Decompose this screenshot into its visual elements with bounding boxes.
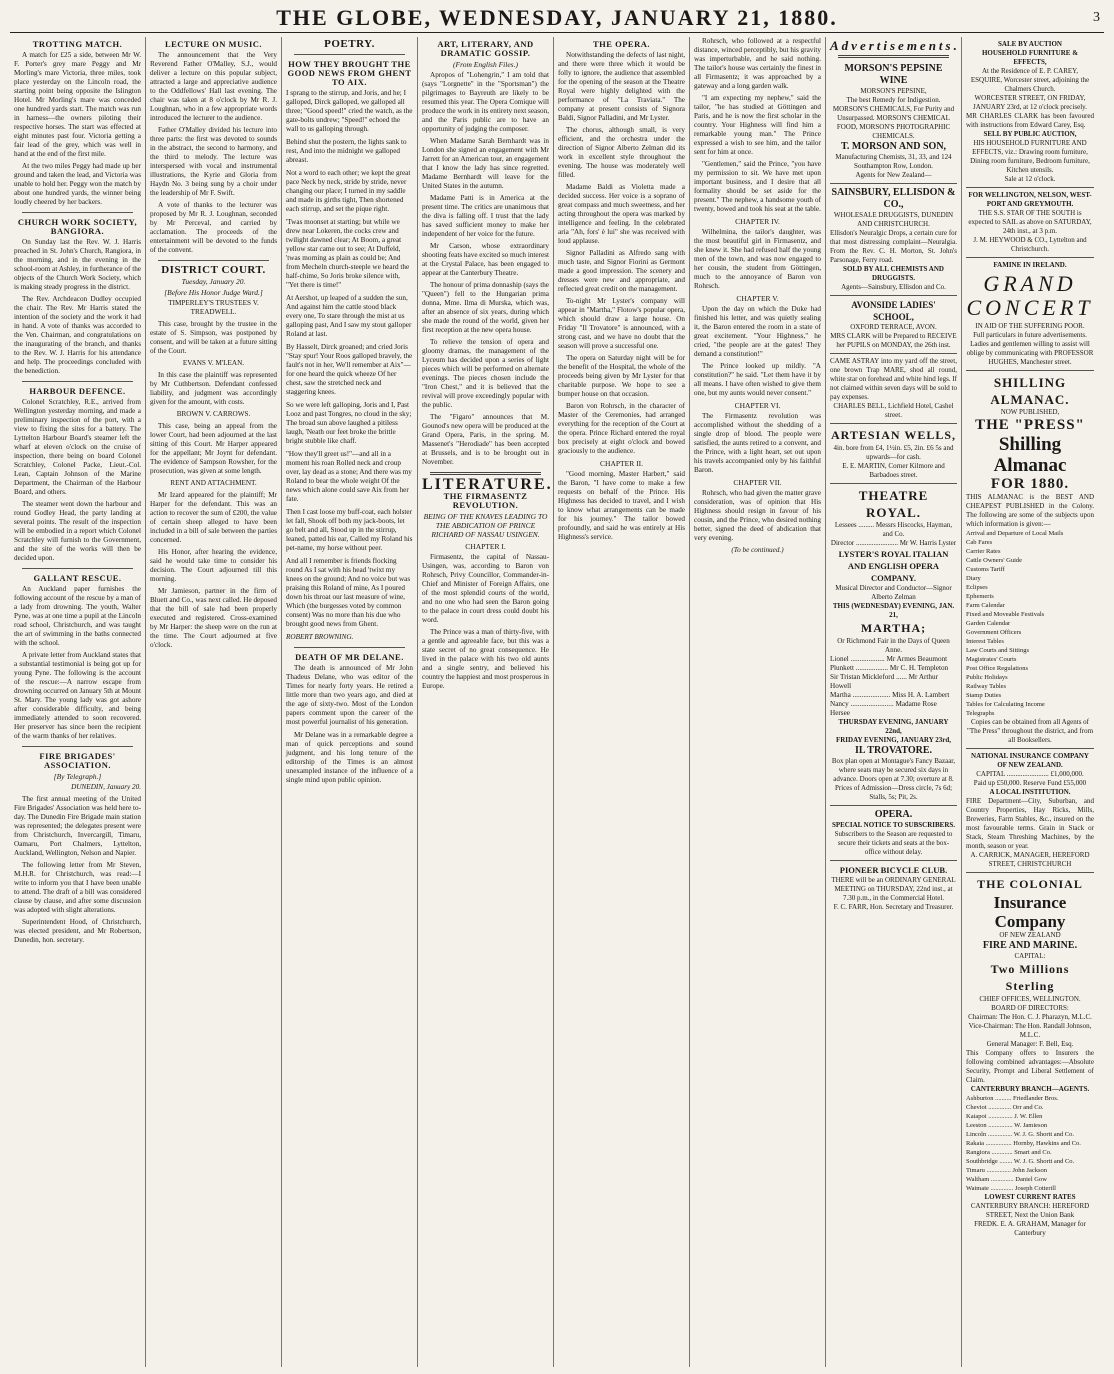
article-paragraph: His Honor, after hearing the evidence, said he would take time to consider his decision. The Court adjourned till this morning. [150,548,277,583]
colonial-branch: CANTERBURY BRANCH—AGENTS. [970,1085,1090,1093]
ad-sold: SOLD BY ALL CHEMISTS AND DRUGGISTS. [843,265,944,282]
chapter-heading: CHAPTER I. [465,542,506,551]
colonial-office: CHIEF OFFICES, WELLINGTON. [979,995,1081,1003]
chapter-heading: CHAPTER V. [736,294,779,303]
ad-title: ARTESIAN WELLS, [830,428,957,442]
ad-date: WORCESTER STREET, ON FRIDAY, JANUARY 23rd, at 12 o'clock precisely. [973,94,1087,111]
ad-subtitle: A LOCAL INSTITUTION. [989,788,1071,796]
agent-row: Kaiapoi ............... J. W. Ellen [966,1113,1043,1120]
ad-agents: Agents for New Zealand— [855,171,932,179]
ad-title: AVONSIDE LADIES' SCHOOL, [851,300,936,322]
ad-subtitle: SPECIAL NOTICE TO SUBSCRIBERS. [831,821,956,829]
agent-row: Leeston ............... W. Jamieson [966,1122,1048,1129]
article-paragraph: Rohrsch, who had given the matter grave consideration, was of opinion that His Highness should resign in favour of his cousin, and the Prince, who desired nothing better, signed the deed of abdication that very evening. [694,489,821,542]
poem-stanza: By Hasselt, Dirck groaned; and cried Joris "Stay spur! Your Roos galloped bravely, the fault's not in her, We'll remember at Aix"—for one heard the quick wheeze Of her chest, saw the stretched neck and staggering knees. [286,343,413,396]
almanac-copies: Copies can be obtained from all Agents of "The Press" throughout the district, and from all Booksellers. [966,718,1094,744]
article-paragraph: The honour of prima donnaship (says the "Queen") fell to the Hungarian prima donna, Mme. Ilma di Murska, which was, after an absence of six years, during which she made the round of the world, given her first reception at the new opera house. [422,281,549,334]
agent-row: Rangiora ............. Smart and Co. [966,1149,1052,1156]
article-paragraph: An Auckland paper furnishes the following account of the rescue by a man of a lady from drowning. The youth, Walter Pyne, was at one time a pupil at the Lincoln road school, Christchurch, and was taught the art of swimming in the baths connected with the school. [14,585,141,647]
case-title: TIMPERLEY'S TRUSTEES V. TREADWELL. [168,299,259,316]
article-paragraph: Mr Carson, whose extraordinary shooting feats have excited so much interest at the Crystal Palace, has been engaged to appear at the Canterbury Theatre. [422,242,549,277]
opera-work: MARTHA; [860,621,927,635]
almanac-body: THIS ALMANAC is the BEST AND CHEAPEST PUBLISHED in the Colony. The following are some of the subjects upon which information is given:— [966,493,1094,528]
list-item: Cattle Owners' Guide [966,557,1023,564]
ad-morson [830,63,957,180]
poem-stanza: Behind shut the postern, the lights sank to rest, And into the midnight we galloped abreast. [286,138,407,164]
article-paragraph: Signor Palladini as Alfredo sang with much taste, and Signor Fiorini as Germont made a good impression. The scenery and dresses were new and appropriate, and reflected great credit on the management. [558,249,685,293]
ad-address: Manufacturing Chemists, 31, 33, and 124 Southampton Row, London. [835,153,952,170]
ad-body: Ellisdon's Neuralgic Drops, a certain cure for that most distressing complaint—Neuralgia. From the Rev. C. H. Morton, St. John's Parsonage, Ferry road. [830,229,957,264]
poem-stanza: Then I cast loose my buff-coat, each holster let fall, Shook off both my jack-boots, let go belt and all, Stood up in the stirrup, leaned, patted his ear, Called my Roland his pet-name, my horse without peer. [286,508,413,552]
article-paragraph: Baron von Rohrsch, in the character of Master of the Ceremonies, had arranged everything for the reception of the Court at the opera. Prince Richard entered the royal box precisely at eight o'clock and bowed graciously to the audience. [558,402,685,455]
theatre-director: Director ........................ Mr W. Harris Lyster [830,539,957,547]
article-paragraph: Mr Jamieson, partner in the firm of Bluett and Co., was next called. He deposed that the bill of sale had been properly executed and registered. Cross-examined by Mr Harper: the sheep were on the run at the time. The Court adjourned at five o'clock. [150,587,277,649]
almanac-now: NOW PUBLISHED, [1000,408,1060,416]
article-paragraph: Rohrsch, who followed at a respectful distance, winced perceptibly, but his gravity was imperturbable, and he said nothing. The tailor's house was certainly the finest in all Firmasentz; it was approached by a gateway and a long garden walk. [694,37,821,90]
article-paragraph: This case, being an appeal from the lower Court, had been adjourned at the last sitting of this Court. Mr Harper appeared for the appellant; Mr Joynt for defendant. The evidence of Sampson Rowsher, for the prosecution, was given at some length. [150,422,277,475]
cast-row: Plunkett .................. Mr C. H. Templeton [830,664,949,672]
agent-row: Waltham .............. Daniel Gow [966,1176,1047,1183]
ad-sign: F. C. FARR, Hon. Secretary and Treasurer. [833,903,954,911]
ad-sign: E. E. MARTIN, Corner Kilmore and Barbadoes street. [842,462,945,479]
ad-subtitle: WHOLESALE DRUGGISTS, DUNEDIN AND CHRISTCHURCH. [833,211,954,228]
almanac-press: THE "PRESS" [975,417,1085,433]
poem-stanza: I sprang to the stirrup, and Joris, and he; I galloped, Dirck galloped, we galloped all three; "Good speed!" cried the watch, as the gate-bolts undrew; "Speed!" echoed the wall to us galloping through. [286,89,413,133]
ad-location: At the Residence of E. P. CAREY, ESQUIRE, Worcester street, adjoining the Chalmers Church. [970,67,1090,93]
cast-row: Martha ..................... Miss H. A. Lambert [830,691,950,699]
poem-stanza: "How they'll greet us!"—and all in a moment his roan Rolled neck and croup over, lay dead as a stone; And there was my Roland to bear the whole weight Of the news which alone could save Aix from her fate. [286,450,412,503]
headline-poetry: POETRY. [324,38,375,50]
list-item: Ephemeris [966,593,994,600]
chapter-heading: CHAPTER VI. [734,401,781,410]
article-paragraph: The Prince looked up mildly. "A constitution?" he said. "Let them have it by all means. I have often wished to give them one, but my aunts would never consent." [694,362,821,397]
almanac-list [966,529,1094,718]
ad-sign: A. CARRICK, MANAGER, HEREFORD STREET, CHRISTCHURCH [970,851,1090,868]
colonial-rates: LOWEST CURRENT RATES [984,1193,1076,1201]
cast-row: Sir Tristan Mickleford ...... Mr Arthur Howell [830,673,939,690]
article-paragraph: The announcement that the Very Reverend Father O'Malley, S.J., would deliver a lecture on this popular subject, attracted a large and appreciative audience to the Oddfellows' Hall last evening. The chair was taken at 8 o'clock by Mr R. J. Loughnan, who in a few appropriate words introduced the lecturer to the audience. [150,51,277,122]
list-item: Railway Tables [966,683,1007,690]
divider [22,212,133,213]
divider [838,55,949,58]
headline-literature: LITERATURE. [422,476,553,493]
ad-subtitle: HOUSEHOLD FURNITURE & EFFECTS, [981,49,1079,66]
story-title: THE FIRMASENTZ REVOLUTION. [443,491,528,510]
ad-title: FOR WELLINGTON, NELSON, WEST-PORT AND GREYMOUTH. [968,191,1092,208]
chapter-heading: CHAPTER II. [600,459,643,468]
ad-title: PIONEER BICYCLE CLUB. [839,865,948,875]
ad-body: 4in. bore from £4, 1½in. £5, 2in. £6 5s and upwards—for cash. [833,444,954,461]
case-title: RENT AND ATTACHMENT. [170,479,257,487]
opera-admission: Prices of Admission—Dress circle, 7s 6d; Stalls, 5s; Pit, 2s. [834,784,953,801]
opera-thursday: THURSDAY EVENING, JANUARY 22nd, [838,718,949,735]
opera-friday-work: IL TROVATORE. [854,745,933,756]
list-item: Diary [966,575,981,582]
ad-body: The best Remedy for Indigestion. MORSON'S CHEMICALS, For Purity and Unsurpassed. MORSON'S CHEMICAL FOOD, MORSON'S PHOTOGRAPHIC CHEMICALS. [832,96,955,140]
article-paragraph: The Rev. Archdeacon Dudley occupied the chair. The Rev. Mr Harris stated the intention of the society and the work it had in hand. A vote of thanks was accorded to the Ven. Chairman, and congratulations on the inaugurating of the branch, and thanks to the Rev. W. J. Harris for his attendance and help. The proceedings concluded with the benediction. [14,295,141,375]
ad-sign: CHARLES BELL, Lichfield Hotel, Cashel street. [833,402,954,419]
article-paragraph: Superintendent Hood, of Christchurch, was elected president, and Mr Robertson, Dunedin, hon. secretary. [14,918,141,944]
article-paragraph: A vote of thanks to the lecturer was proposed by Mr R. J. Loughnan, seconded by Mr Perceval, and carried by acclamation. The proceeds of the entertainment will be devoted to the funds of the convent. [150,201,277,254]
poem-title: HOW THEY BROUGHT THE GOOD NEWS FROM GHENT TO AIX. [287,59,412,87]
ad-sainsbury [830,183,957,292]
chapter-heading: CHAPTER VII. [733,478,782,487]
list-item: Government Officers [966,629,1022,636]
list-item: Carrier Rates [966,548,1001,555]
list-item: Farm Calendar [966,602,1005,609]
story-subtitle: BEING OF THE KNAVES LEADING TO THE ABDICATION OF PRINCE RICHARD OF NASSAU USINGEN. [423,512,548,539]
column-4 [418,37,554,1367]
concert-heading [966,272,1094,320]
poem-author: ROBERT BROWNING. [286,633,354,641]
agent-row: Ashburton .......... Friedlander Bros. [966,1095,1059,1102]
article-paragraph: The chorus, although small, is very efficient, and the orchestra under the direction of Signor Alberto Zelman did its work in excellent style throughout the evening. The house was moderately well filled. [558,126,685,179]
divider [158,260,269,261]
article-paragraph: "I am expecting my nephew," said the tailor, "he has studied at Göttingen and Paris, and he is now the first scholar in the country. Your Highness will find him a remarkable young man." The Prince expressed a wish to see him, and the tailor sent for him at once. [694,94,821,156]
colonial-capital-label: CAPITAL: [1014,952,1046,960]
concert-ladies: Ladies and gentlemen willing to assist will oblige by communicating with PROFESSOR HUGHES, Manchester street. [966,340,1094,366]
article-paragraph: "Good morning, Master Harbert," said the Baron, "I have come to make a few requests on behalf of the Prince. His Highness has decided to travel, and I wish to know what arrangements can be made for his journey." The tailor bowed profoundly, and said he was entirely at His Highness's service. [558,470,685,541]
cast-row: Nancy ........................ Madame Rose Hersee [830,700,937,717]
almanac-title: Shilling Almanac [993,434,1067,476]
headline-opera: THE OPERA. [593,39,650,49]
ad-capital: CAPITAL ........................ £1,000,000. [976,770,1084,778]
cast-list [830,655,957,718]
ad-sign: MR CHARLES CLARK has been favoured with instructions from Edward Carey, Esq. [966,112,1094,129]
article-paragraph: The steamer went down the harbour and round Godley Head, the party landing at several points. The result of the inspection will be embodied in a report which Colonel Scratchley will furnish to the Government, and the site of the works will then be decided upon. [14,500,141,562]
telegraph-note: [By Telegraph.] [53,772,102,781]
concert-word-a: GRAND [983,271,1077,296]
article-paragraph: Apropos of "Lohengrin," I am told that (says "Lorgnette" in the "Sportsman") the pilgrimages to Bayreuth are likely to be resumed this year. The Opera Comique will produce the work in its entirety next season, and the Paris public are to have an opportunity of judging the composer. [422,71,549,133]
headline-gossip: ART, LITERARY, AND DRAMATIC GOSSIP. [437,39,534,58]
article-paragraph: On Sunday last the Rev. W. J. Harris preached in St. John's Church, Rangiora, in the morning, and in the evening in the school-room at Ashley, in furtherance of the objects of the Church Work Society, which is making steady progress in the district. [14,238,141,291]
poem-stanza: And all I remember is friends flocking round As I sat with his head 'twixt my knees on the ground; And no voice but was praising this Roland of mine, As I poured down his throat our last measure of wine, Which (the burgesses voted by common consent) Was no more than his due who brought good news from Ghent. [286,557,411,628]
column-5 [554,37,690,1367]
column-3 [282,37,418,1367]
article-paragraph: The following letter from Mr Steven, M.H.R. for Christchurch, was read:—I write to inform you that I have been unable to attend. The draft of a bill was considered clause by clause, and after some discussion was adopted with slight alterations. [14,861,141,914]
colonial-vice: Vice-Chairman: The Hon. Randall Johnson, M.L.C. [968,1022,1092,1039]
article-paragraph: Madame Patti is in America at the present time. The critics are unanimous that the diva is falling off. I trust that the lady has saved sufficient money to make her independent of her voice for the future. [422,194,549,238]
ad-title: FAMINE IN IRELAND. [993,261,1067,269]
column-8 [962,37,1098,1367]
opera-subtitle: Or Richmond Fair in the Days of Queen Anne. [837,637,950,654]
court-bench: [Before His Honor Judge Ward.] [164,288,263,297]
headline-death-delane: DEATH OF MR DELANE. [295,652,404,662]
ad-theatre-royal [830,483,957,802]
case-title: BROWN V. CARROWS. [176,410,251,418]
list-item: Public Holidays [966,674,1008,681]
list-item: Magistrates' Courts [966,656,1017,663]
court-date: Tuesday, January 20. [181,277,246,286]
ad-body: THERE will be an ORDINARY GENERAL MEETING on THURSDAY, 22nd inst., at 7.30 p.m., in the Commercial Hotel. [831,876,956,902]
cast-row: Lionel ................... Mr Armes Beaumont [830,655,948,663]
list-item: Law Courts and Sittings [966,647,1030,654]
colonial-office2: CANTERBURY BRANCH: HEREFORD STREET, Next the Union Bank [970,1202,1090,1219]
article-paragraph: To relieve the tension of opera and gloomy dramas, the management of the Lyceum has decided upon a series of light pieces which will be performed on alternate evenings. The pieces chosen include the "Iron Chest," and it is believed that the revival will prove exceedingly popular with the public. [422,338,549,409]
article-paragraph: In this case the plaintiff was represented by Mr Cuthbertson. Defendant confessed liability, and judgment was accordingly given for the amount, with costs. [150,371,277,406]
opera-date: THIS (WEDNESDAY) EVENING, JAN. 21, [832,602,955,619]
chapter-heading: CHAPTER IV. [735,217,780,226]
ad-terms: Sale at 12 o'clock. [1004,175,1056,183]
theatre-title: THEATRE ROYAL. [858,488,929,520]
article-paragraph: Mr Izard appeared for the plaintiff; Mr Harper for the defendant. This was an action to recover the sum of £200, the value of certain sheep alleged to have been included in a bill of sale between the parties concerned. [150,491,277,544]
list-item: Post Office Regulations [966,665,1028,672]
masthead-title: THE GLOBE, WEDNESDAY, JANUARY 21, 1880. [276,5,838,30]
colonial-chair: Chairman: The Hon. C. J. Pharazyn, M.L.C. [968,1013,1092,1021]
colonial-manager: General Manager: F. Bell, Esq. [986,1040,1074,1048]
poem-stanza: Not a word to each other; we kept the great pace Neck by neck, stride by stride, never changing our place; I turned in my saddle and made its girths tight, Then shortened each stirrup, and set the pique right. [286,169,411,213]
article-paragraph: Notwithstanding the defects of last night, and there were three which it would be folly to ignore, the audience that assembled for the opening of the season at the Theatre Royal were highly delighted with the performance of "La Traviata." The company at present consists of Signora Baldi, Signor Palladini, and Mr Lyster. [558,51,685,122]
colonial-sign: FREDK. E. A. GRAHAM, Manager for Canterbury [974,1220,1086,1237]
ad-colonial-insurance [966,872,1094,1238]
page-number: 3 [1093,10,1100,25]
concert-aid: IN AID OF THE SUFFERING POOR. [975,322,1085,330]
ad-subtitle: SELL BY PUBLIC AUCTION, [983,130,1077,138]
headline-church-work: CHURCH WORK SOCIETY, BANGIORA. [17,217,138,236]
concert-word-b: CONCERT [966,295,1094,320]
opera-friday: FRIDAY EVENING, JANUARY 23rd, [835,736,952,744]
agent-row: Timaru ............... John Jackson [966,1167,1048,1174]
article-paragraph: Colonel Scratchley, R.E., arrived from Wellington yesterday morning, and made a preliminary inspection of the port, with a view to fixing the sites for a battery. The Lyttelton Harbour Board's steamer left the wharf at eleven o'clock on the cruise of inspection, there being on board Colonel Scratchley, Colonel Packe, Lieut.-Col. Lean, Captain Johnson of the Marine Department, the Chairman of the Harbour Board, and others. [14,398,141,496]
ad-sign: J. M. HEYWOOD & CO., Lyttelton and Christchurch. [973,236,1087,253]
article-paragraph: Madame Baldi as Violetta made a decided success. Her voice is a soprano of great compass and much sweetness, and her acting throughout the opera was marked by intelligence and feeling. In the celebrated aria "Ah, fors' è lui" she was received with loud applause. [558,183,685,245]
list-item: Stamp Duties [966,692,1002,699]
almanac-heading: SHILLING ALMANAC. [990,375,1070,407]
colonial-heading: THE COLONIAL [977,877,1083,891]
ad-items: HIS HOUSEHOLD FURNITURE AND EFFECTS, viz.: Drawing room furniture, Dining room furniture, Bedroom furniture, Kitchen utensils. [970,139,1090,174]
colonial-fire: FIRE AND MARINE. [982,940,1078,951]
headline-trotting: TROTTING MATCH. [32,39,123,49]
almanac-year: FOR 1880. [990,476,1070,492]
continued-note: (To be continued.) [731,546,784,554]
article-paragraph: Mr Delane was in a remarkable degree a man of quick perceptions and sound judgment, and his long tenure of the editorship of the Times is an almost unexampled instance of the influence of a single mind upon public opinion. [286,731,413,784]
ad-concert [966,257,1094,367]
colonial-amount: Two Millions Sterling [990,962,1070,993]
article-paragraph: Wilhelmina, the tailor's daughter, was the most beautiful girl in Firmasentz, and she knew it. She had refused half the young men of the town, and was now engaged to her cousin, the student from Göttingen, much to the annoyance of Baron von Rohrsch. [694,228,821,290]
ad-bicycle-club [830,860,957,912]
concert-body: Full particulars in future advertisements. [973,331,1087,339]
list-item: Interest Tables [966,638,1004,645]
article-paragraph: The "Figaro" announces that M. Gounod's new opera will be produced at the Grand Opera, Paris, in the spring. M. Massenet's "Herodiade" has been accepted at Brussels, and is to be brought out in November. [422,413,549,466]
ad-agents: Agents—Sainsbury, Ellisdon and Co. [841,283,946,291]
column-2 [146,37,282,1367]
colonial-body: This Company offers to Insurers the following combined advantages:—Absolute Security, Prompt and Liberal Settlement of Claim. [966,1049,1094,1084]
case-title: EVANS V. M'LEAN. [182,359,245,367]
column-1 [10,37,146,1367]
opera-conductor: Musical Director and Conductor—Signor Alberto Zelman [835,584,952,601]
list-item: Tables for Calculating Income [966,701,1045,708]
ad-opera-notice [830,805,957,857]
ad-subtitle: OXFORD TERRACE, AVON. [850,323,937,331]
ad-body: THE S.S. STAR OF THE SOUTH is expected to SAIL as above on SATURDAY, 24th inst., at 3 p.m. [968,209,1092,235]
headline-lecture-music: LECTURE ON MUSIC. [164,39,263,49]
colonial-of: OF NEW ZEALAND [999,931,1061,939]
ad-body: Subscribers to the Season are requested to secure their tickets and seats at the box-office without delay. [834,830,953,856]
ad-subtitle: MORSON'S PEPSINE, [860,87,927,95]
dateline: DUNEDIN, January 20. [71,783,141,791]
ad-title: SALE BY AUCTION [998,40,1062,48]
divider [430,472,541,475]
opera-company: LYSTER'S ROYAL ITALIAN AND ENGLISH OPERA COMPANY. [838,549,949,583]
colonial-board: BOARD OF DIRECTORS: [991,1004,1069,1012]
article-paragraph: Firmasentz, the capital of Nassau-Usingen, was, according to Baron von Rohrsch, Privy Councillor, Commander-in-Chief and Minister of Foreign Affairs, one of the most splendid courts of the world, and no one who had seen the Baron going to the palace in court dress could doubt his word. [422,553,549,624]
list-item: Fixed and Moveable Festivals [966,611,1045,618]
ad-title: OPERA. [874,809,913,820]
masthead [10,6,1104,33]
source-note: (From English Files.) [453,60,518,69]
article-paragraph: To-night Mr Lyster's company will appear in "Martha," Flotow's popular opera, which should draw a large house. On Friday "Il Trovatore" is announced, with a strong cast, and we have no doubt that the season will prove a successful one. [558,297,685,350]
colonial-title: Insurance Company [993,893,1067,931]
column-7 [826,37,962,1367]
article-paragraph: Upon the day on which the Duke had finished his letter, and was quietly sealing it, the Baron entered the room in a state of great excitement. "Your Highness," he cried, "the people are at the gates! They demand a constitution!" [694,305,821,358]
article-paragraph: The Firmasentz revolution was accomplished without the shedding of a single drop of blood. The people were satisfied, the aunts retired to a convent, and the Prince, with a light heart, set out upon his travels accompanied only by his faithful Baron. [694,412,821,474]
ad-title: SAINSBURY, ELLISDON & CO., [831,187,956,210]
list-item: Arrival and Departure of Local Mails [966,530,1064,537]
agent-row: Cheviot .............. Orr and Co. [966,1104,1044,1111]
poem-stanza: So we were left galloping, Joris and I, Past Looz and past Tongres, no cloud in the sky; The broad sun above laughed a pitiless laugh, 'Neath our feet broke the brittle bright stubble like chaff. [286,401,412,445]
advertisements-banner: Advertisements. [830,38,960,53]
ad-auction-carey [966,40,1094,184]
ad-artesian-wells [830,423,957,480]
article-paragraph: The opera on Saturday night will be for the benefit of the Hospital, the whole of the proceeds being given by Mr Lyster for that charitable purpose. We hope to see a bumper house on that occasion. [558,354,685,398]
article-paragraph: At the two miles Peggy had made up her ground and taken the lead, and Victoria was unable to hold her. Peggy won the match by about one hundred yards, the winner being loudly cheered by her backers. [14,162,141,206]
headline-harbour-defence: HARBOUR DEFENCE. [29,386,126,396]
ad-shipping [966,187,1094,254]
article-paragraph: A private letter from Auckland states that a substantial testimonial is being got up for young Pyne. The following is the account of the rescue:—A narrow escape from drowning occurred on January 5th at Mount St. Mary. The young lady was got ashore after considerable difficulty, and being immediately attended to soon recovered. Her preserver has since been the recipient of the warm thanks of her relatives. [14,651,141,740]
ad-body: CAME ASTRAY into my yard off the street, one brown Trap MARE, shod all round, white star on forehead and white hind legs. If not claimed within seven days will be sold to pay expenses. [830,357,957,401]
ad-avonside-school [830,295,957,350]
ad-almanac [966,370,1094,745]
divider [22,381,133,382]
headline-district-court: DISTRICT COURT. [161,264,266,276]
agent-row: Waimate .............. Joseph Cotterill [966,1185,1056,1192]
article-paragraph: A match for £25 a side, between Mr W. F. Porter's grey mare Peggy and Mr Morling's mare Victoria, three miles, took place yesterday on the Lincoln road, the starting point being opposite the Islington Hotel. Mr Morling's mare was conceded one hundred yards start. The match was run in harness—the owners piloting their respective horses. The start was effected at eight minutes past four. Victoria getting a fair lead of the grey, which was well in hand at the end of the first mile. [14,51,141,158]
ad-title: MORSON'S PEPSINE WINE [844,63,943,86]
divider [294,54,405,55]
list-item: Eclipses [966,584,988,591]
ad-national-insurance [966,748,1094,869]
ad-title: NATIONAL INSURANCE COMPANY OF NEW ZEALAND. [971,752,1089,769]
list-item: Telegraphs [966,710,995,717]
poem-stanza: 'Twas moonset at starting; but while we drew near Lokeren, the cocks crew and twilight dawned clear; At Boom, a great yellow star came out to see; At Duffeld, 'twas morning as plain as could be; And from Mecheln church-steeple we heard the half-chime, So Joris broke silence with, "Yet there is time!" [286,218,410,289]
list-item: Garden Calendar [966,620,1011,627]
article-paragraph: The Prince was a man of thirty-five, with a gentle and agreeable face, but this was a state secret of no great consequence. He lived in the palace with his two old aunts and a single sentry, and believed his country the happiest and most prosperous in Europe. [422,628,549,690]
article-paragraph: When Madame Sarah Bernhardt was in London she signed an engagement with Mr Jarrett for an American tour, an engagement that I know the lady has since regretted. Madame Bernhardt will leave for the United States in the autumn. [422,137,549,190]
divider [294,647,405,648]
divider [22,746,133,747]
article-paragraph: The first annual meeting of the United Fire Brigades' Association was held here to-day. The Dunedin Fire Brigade main station was represented; the delegates present were from Christchurch, Invercargill, Timaru, Oamaru, Port Chalmers, Lyttelton, Auckland, Wellington, Nelson and Napier. [14,795,141,857]
agent-row: Southbridge ........ W. J. G. Shortt and Co. [966,1158,1075,1165]
article-paragraph: The death is announced of Mr John Thadeus Delane, who was editor of the Times for nearly forty years. He retired a little more than two years ago, and died at the age of sixty-two. Most of the London papers comment upon the career of the most powerful journalist of his generation. [286,664,413,726]
ad-body: FIRE Department—City, Suburban, and Country Properties, Hay Ricks, Mills, Breweries, Farm Stables, &c., insured on the most favourable terms. Grain in Stack or Stack, Steam Threshing Machines, by the month, season or year. [966,797,1094,850]
headline-fire-brigades: FIRE BRIGADES' ASSOCIATION. [39,751,116,770]
divider [22,568,133,569]
ad-astray [830,353,957,420]
ad-maker: T. MORSON AND SON, [840,141,947,152]
agent-row: Lincoln ............... W. J. G. Shortt and Co. [966,1131,1074,1138]
theatre-lessees: Lessees ......... Messrs Hiscocks, Hayman, and Co. [834,521,953,538]
list-item: Cab Fares [966,539,993,546]
agent-row: Rakaia ................ Hornby, Hawkins and Co. [966,1140,1081,1147]
poem-stanza: At Aershot, up leaped of a sudden the sun, And against him the cattle stood black every one, To stare through the mist at us galloping past, And I saw my stout galloper Roland at last. [286,294,412,338]
headline-gallant-rescue: GALLANT RESCUE. [33,573,122,583]
article-paragraph: This case, brought by the trustee in the estate of S. Simpson, was postponed by consent, and will be taken at a future sitting of the Court. [150,320,277,355]
ad-reserve: Paid up £50,000. Reserve Fund £55,000 [973,779,1087,787]
list-item: Customs Tariff [966,566,1005,573]
ad-body: MRS CLARK will be Prepared to RECEIVE her PUPILS on MONDAY, the 26th inst. [830,332,957,349]
columns [10,37,1104,1367]
agent-list [966,1094,1094,1193]
opera-prices: Box plan open at Montague's Fancy Bazaar, where seats may be secured six days in advance. Doors open at 7.30; overture at 8. [831,757,956,783]
column-6 [690,37,826,1367]
article-paragraph: "Gentlemen," said the Prince, "you have my permission to sit. We have met upon important business, and I desire that all formality should be set aside for the present." The nephew, a handsome youth of twenty, bowed and took his seat at the table. [694,160,821,213]
article-paragraph: Father O'Malley divided his lecture into three parts: the first was devoted to sounds in the abstract, the second to harmony, and the third to melody. The lecture was interspersed with vocal and instrumental illustrations, the Kyrie and Gloria from Haydn No. 3 being sung by a choir under the leadership of Mr F. Swift. [150,126,277,197]
